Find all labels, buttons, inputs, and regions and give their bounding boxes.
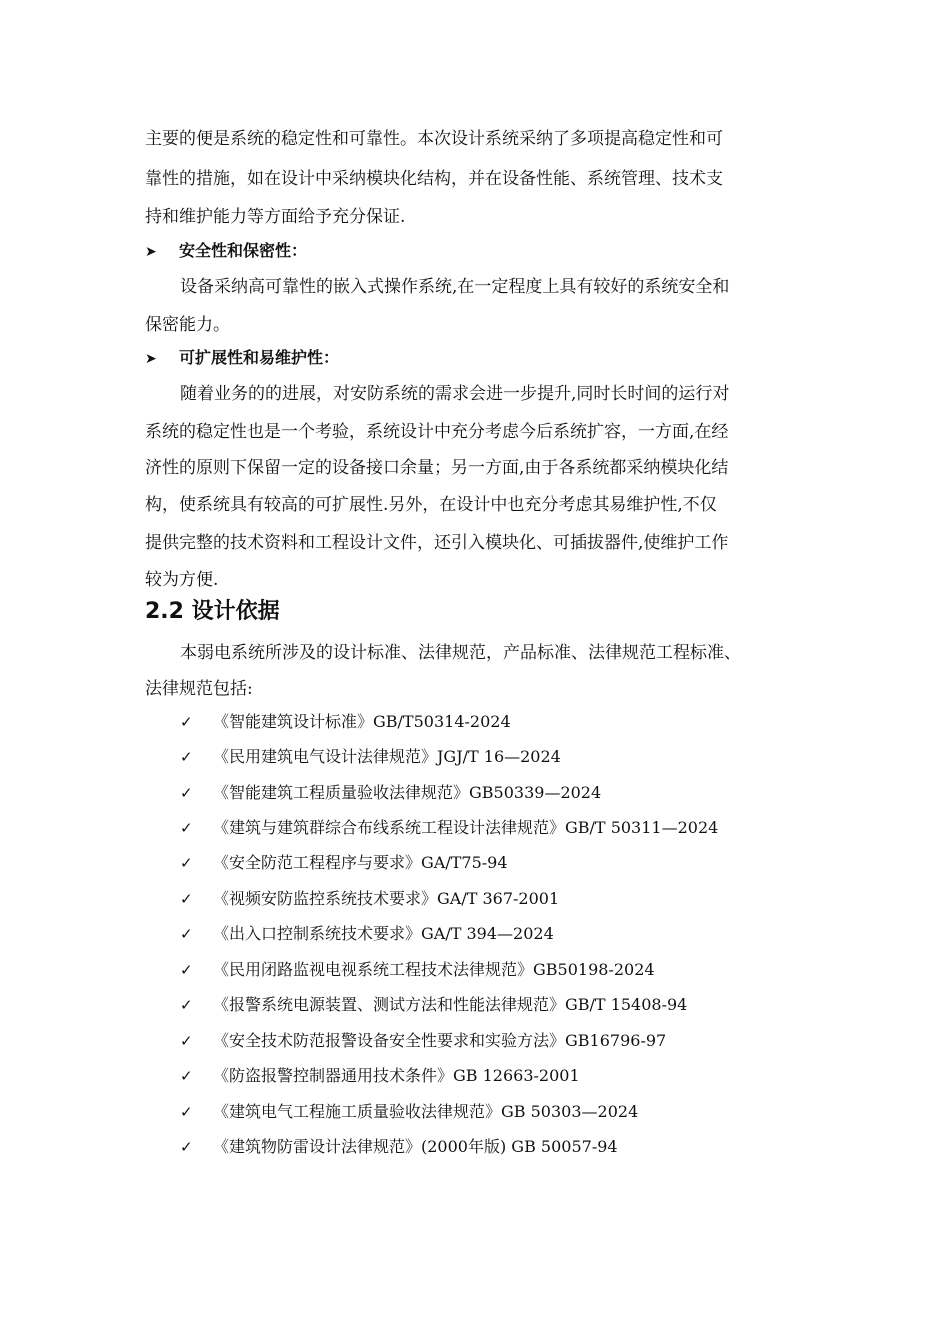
reference-item: ✓ 《安全防范工程程序与要求》GA/T75-94 <box>180 853 508 872</box>
checkmark-icon: ✓ <box>180 1067 193 1085</box>
subheading-label: 安全性和保密性： <box>179 241 308 260</box>
reference-item: ✓ 《智能建筑设计标准》GB/T50314-2024 <box>180 712 511 731</box>
paragraph-line: 较为方便. <box>145 570 219 590</box>
reference-item: ✓ 《建筑电气工程施工质量验收法律规范》GB 50303—2024 <box>180 1102 639 1121</box>
reference-item: ✓ 《视频安防监控系统技术要求》GA/T 367-2001 <box>180 889 560 908</box>
reference-item: ✓ 《安全技术防范报警设备安全性要求和实验方法》GB16796-97 <box>180 1031 667 1050</box>
paragraph-line: 主要的便是系统的稳定性和可靠性。本次设计系统采纳了多项提高稳定性和可 <box>145 129 723 149</box>
arrow-bullet-icon: ➤ <box>145 351 157 367</box>
checkmark-icon: ✓ <box>180 890 193 908</box>
paragraph-line: 构，使系统具有较高的可扩展性.另外，在设计中也充分考虑其易维护性,不仅 <box>145 495 717 515</box>
paragraph-line: 提供完整的技术资料和工程设计文件，还引入模块化、可插拔器件,使维护工作 <box>145 533 729 553</box>
checkmark-icon: ✓ <box>180 961 193 979</box>
arrow-bullet-icon: ➤ <box>145 244 157 260</box>
section-title: 2.2 设计依据 <box>145 599 280 624</box>
subheading-label: 可扩展性和易维护性： <box>179 348 340 367</box>
checkmark-icon: ✓ <box>180 713 193 731</box>
paragraph-line: 本弱电系统所涉及的设计标准、法律规范，产品标准、法律规范工程标准、 <box>180 643 741 663</box>
reference-item: ✓ 《智能建筑工程质量验收法律规范》GB50339—2024 <box>180 783 602 802</box>
paragraph-line: 靠性的措施，如在设计中采纳模块化结构，并在设备性能、系统管理、技术支 <box>145 169 723 189</box>
paragraph-line: 设备采纳高可靠性的嵌入式操作系统,在一定程度上具有较好的系统安全和 <box>180 277 730 297</box>
reference-item: ✓ 《建筑与建筑群综合布线系统工程设计法律规范》GB/T 50311—2024 <box>180 818 719 837</box>
checkmark-icon: ✓ <box>180 996 193 1014</box>
paragraph-line: 系统的稳定性也是一个考验，系统设计中充分考虑今后系统扩容，一方面,在经 <box>145 422 729 442</box>
checkmark-icon: ✓ <box>180 925 193 943</box>
reference-item: ✓ 《报警系统电源装置、测试方法和性能法律规范》GB/T 15408-94 <box>180 995 688 1014</box>
reference-item: ✓ 《出入口控制系统技术要求》GA/T 394—2024 <box>180 924 554 943</box>
checkmark-icon: ✓ <box>180 748 193 766</box>
checkmark-icon: ✓ <box>180 819 193 837</box>
paragraph-line: 法律规范包括: <box>145 679 253 699</box>
checkmark-icon: ✓ <box>180 784 193 802</box>
paragraph-line: 济性的原则下保留一定的设备接口余量；另一方面,由于各系统都采纳模块化结 <box>145 458 729 478</box>
subheading-scalability <box>145 345 339 368</box>
reference-item: ✓ 《建筑物防雷设计法律规范》(2000年版) GB 50057-94 <box>180 1137 618 1156</box>
reference-item: ✓ 《防盗报警控制器通用技术条件》GB 12663-2001 <box>180 1066 580 1085</box>
paragraph-line: 保密能力。 <box>145 315 230 335</box>
subheading-security <box>145 238 307 261</box>
checkmark-icon: ✓ <box>180 1032 193 1050</box>
paragraph-line: 随着业务的的进展，对安防系统的需求会进一步提升,同时长时间的运行对 <box>180 384 730 404</box>
checkmark-icon: ✓ <box>180 854 193 872</box>
reference-item: ✓ 《民用建筑电气设计法律规范》JGJ/T 16—2024 <box>180 747 561 766</box>
reference-item: ✓ 《民用闭路监视电视系统工程技术法律规范》GB50198-2024 <box>180 960 655 979</box>
paragraph-line: 持和维护能力等方面给予充分保证. <box>145 207 406 227</box>
checkmark-icon: ✓ <box>180 1138 193 1156</box>
checkmark-icon: ✓ <box>180 1103 193 1121</box>
